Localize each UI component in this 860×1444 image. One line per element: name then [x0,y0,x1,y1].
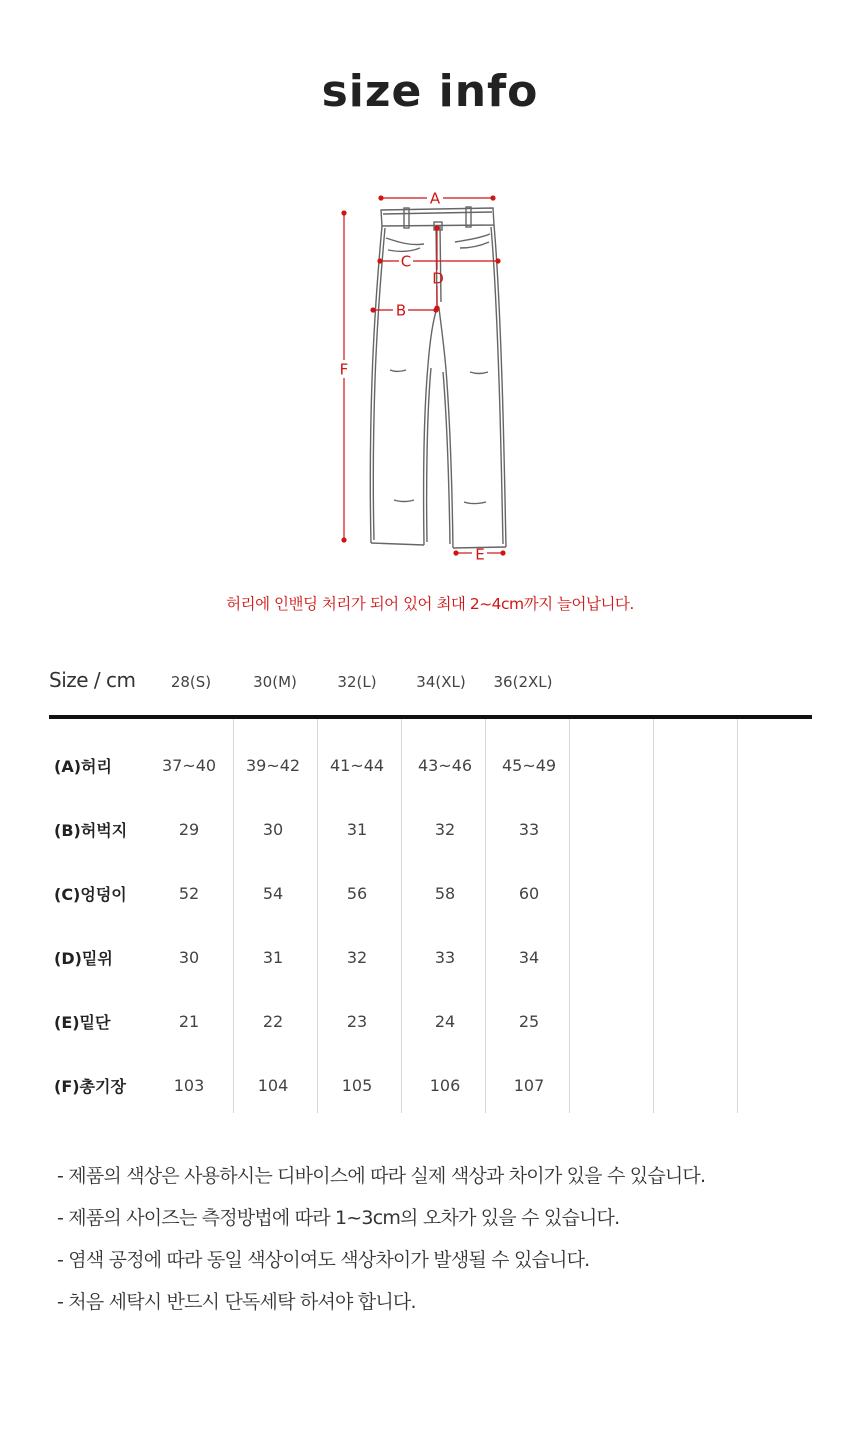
row-label: (C)엉덩이 [54,885,127,904]
table-cell: 37~40 [161,756,217,775]
table-cell: 45~49 [501,756,557,775]
row-label: (F)총기장 [54,1077,126,1096]
table-cell: 56 [346,884,368,903]
table-cell: 106 [429,1076,461,1095]
label-a: A [429,189,441,208]
row-label: (B)허벅지 [54,821,128,840]
table-row [49,946,812,1010]
size-unit-label: Size / cm [49,668,136,692]
table-header-divider [49,715,812,719]
table-row [49,1074,812,1138]
label-f: F [339,360,349,379]
table-cell: 54 [262,884,284,903]
size-column-header: 30(M) [253,673,297,691]
care-note: - 제품의 색상은 사용하시는 디바이스에 따라 실제 색상과 차이가 있을 수 있습니다. [57,1165,706,1187]
table-cell: 23 [346,1012,368,1031]
label-e: E [475,545,485,564]
size-column-header: 36(2XL) [493,673,553,691]
pants-outline [370,207,506,548]
care-note: - 제품의 사이즈는 측정방법에 따라 1~3cm의 오차가 있을 수 있습니다. [57,1207,620,1229]
table-cell: 52 [178,884,200,903]
label-b: B [395,301,407,320]
table-cell: 22 [262,1012,284,1031]
table-cell: 32 [346,948,368,967]
table-cell: 32 [434,820,456,839]
row-label: (A)허리 [54,757,112,776]
waistband-note: 허리에 인밴딩 처리가 되어 있어 최대 2~4cm까지 늘어납니다. [226,595,634,613]
table-row [49,1010,812,1074]
page-title: size info [321,66,539,117]
label-c: C [400,252,412,271]
row-label: (E)밑단 [54,1013,111,1032]
size-table-header [49,668,812,698]
table-row [49,754,812,818]
pants-measurement-diagram [0,180,860,580]
table-cell: 25 [518,1012,540,1031]
table-cell: 24 [434,1012,456,1031]
table-cell: 104 [257,1076,289,1095]
table-row [49,882,812,946]
table-cell: 39~42 [245,756,301,775]
label-d: D [432,269,444,288]
table-cell: 30 [178,948,200,967]
size-column-header: 32(L) [337,673,377,691]
table-cell: 33 [518,820,540,839]
table-cell: 41~44 [329,756,385,775]
table-row [49,818,812,882]
table-cell: 60 [518,884,540,903]
table-cell: 58 [434,884,456,903]
table-cell: 107 [513,1076,545,1095]
care-note: - 처음 세탁시 반드시 단독세탁 하셔야 합니다. [57,1291,416,1313]
size-column-header: 34(XL) [416,673,466,691]
table-cell: 30 [262,820,284,839]
care-notes [57,1165,837,1333]
care-note: - 염색 공정에 따라 동일 색상이여도 색상차이가 발생될 수 있습니다. [57,1249,590,1271]
table-cell: 31 [346,820,368,839]
table-cell: 43~46 [417,756,473,775]
table-cell: 21 [178,1012,200,1031]
row-label: (D)밑위 [54,949,113,968]
table-cell: 31 [262,948,284,967]
table-cell: 103 [173,1076,205,1095]
table-cell: 105 [341,1076,373,1095]
table-cell: 33 [434,948,456,967]
table-cell: 29 [178,820,200,839]
size-column-header: 28(S) [170,673,212,691]
table-cell: 34 [518,948,540,967]
